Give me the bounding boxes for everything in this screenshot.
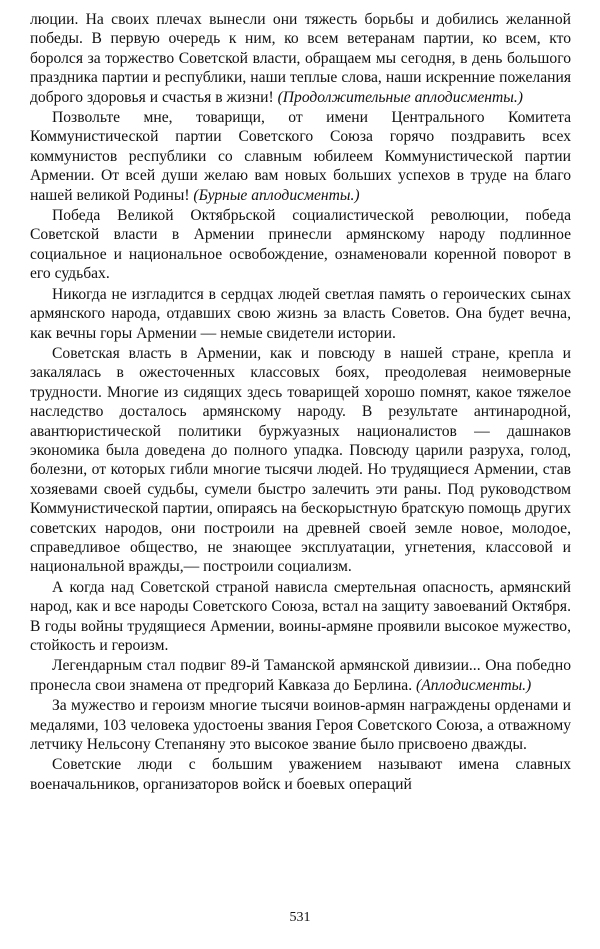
paragraph-text: Победа Великой Октябрьской социалистической революции, победа Советской власти в Армении принесли армянскому народу подлинное социальное и национальное освобождение, ознаменовали коренной поворот в его судьбах.	[30, 207, 571, 283]
paragraph-text: А когда над Советской страной нависла смертельная опасность, армянский народ, как и все народы Советского Союза, встал на защиту завоеваний Октября. В годы войны трудящиеся Армении, воины-армяне проявили высокое мужество, стойкость и героизм.	[30, 578, 571, 654]
paragraph-memory	[30, 285, 571, 343]
paragraph-greeting	[30, 108, 571, 205]
paragraph-text: люции. На своих плечах вынесли они тяжесть борьбы и добились желанной победы. В первую очередь к ним, ко всем ветеранам партии, ко всем, кто боролся за торжество Советской власти, обращаем мы сегодня, в день большого праздника партии и республики, наши теплые слова, наши искренние пожелания доброго здоровья и счастья в жизни!	[30, 11, 571, 106]
paragraph-text: За мужество и героизм многие тысячи воинов-армян награждены орденами и медалями, 103 человека удостоены звания Героя Советского Союза, а отважному летчику Нельсону Степаняну это высокое звание было присвоено дважды.	[30, 697, 571, 754]
paragraph-revolution	[30, 206, 571, 284]
page-number: 531	[289, 910, 311, 925]
paragraph-text: Советская власть в Армении, как и повсюду в нашей стране, крепла и закалялась в ожесточенных классовых боях, преодолевая неимоверные трудности. Многие из сидящих здесь товарищей хорошо помнят, какое тяжелое наследство досталось армянскому народу. В результате антинародной, авантюристической политики буржуазных националистов — дашнаков экономика была доведена до полного упадка. Повсюду царили разруха, голод, болезни, от которых гибли многие тысячи людей. Но трудящиеся Армении, став хозяевами своей судьбы, сумели быстро залечить эти раны. Под руководством Коммунистической партии, опираясь на бескорыстную братскую помощь других советских народов, они построили на древней своей земле новое, молодое, справедливое общество, не знающее эксплуатации, угнетения, классовой и национальной вражды,— построили социализм.	[30, 344, 571, 576]
paragraph-text: Советские люди с большим уважением называют имена славных военачальников, организаторов войск и боевых операций	[30, 756, 571, 793]
paragraph-war	[30, 578, 571, 656]
paragraph-text: Легендарным стал подвиг 89-й Таманской армянской дивизии... Она победно пронесла свои знамена от предгорий Кавказа до Берлина.	[30, 657, 571, 694]
paragraph-soviet-power	[30, 344, 571, 577]
applause-remark: (Аплодисменты.)	[416, 676, 532, 694]
paragraph-veterans	[30, 10, 571, 107]
applause-remark: (Продолжительные аплодисменты.)	[277, 88, 523, 106]
paragraph-division	[30, 656, 571, 695]
paragraph-heroes	[30, 696, 571, 754]
applause-remark: (Бурные аплодисменты.)	[193, 186, 360, 204]
page-body	[30, 10, 571, 920]
paragraph-text: Никогда не изгладится в сердцах людей светлая память о героических сынах армянского народа, отдавших свою жизнь за власть Советов. Она будет вечна, как вечны горы Армении — немые свидетели истории.	[30, 285, 571, 342]
paragraph-commanders	[30, 755, 571, 794]
paragraph-text: Позвольте мне, товарищи, от имени Центрального Комитета Коммунистической партии Советского Союза горячо поздравить всех коммунистов республики со славным юбилеем Коммунистической партии Армении. От всей души желаю вам новых больших успехов в труде на благо нашей великой Родины!	[30, 109, 571, 204]
